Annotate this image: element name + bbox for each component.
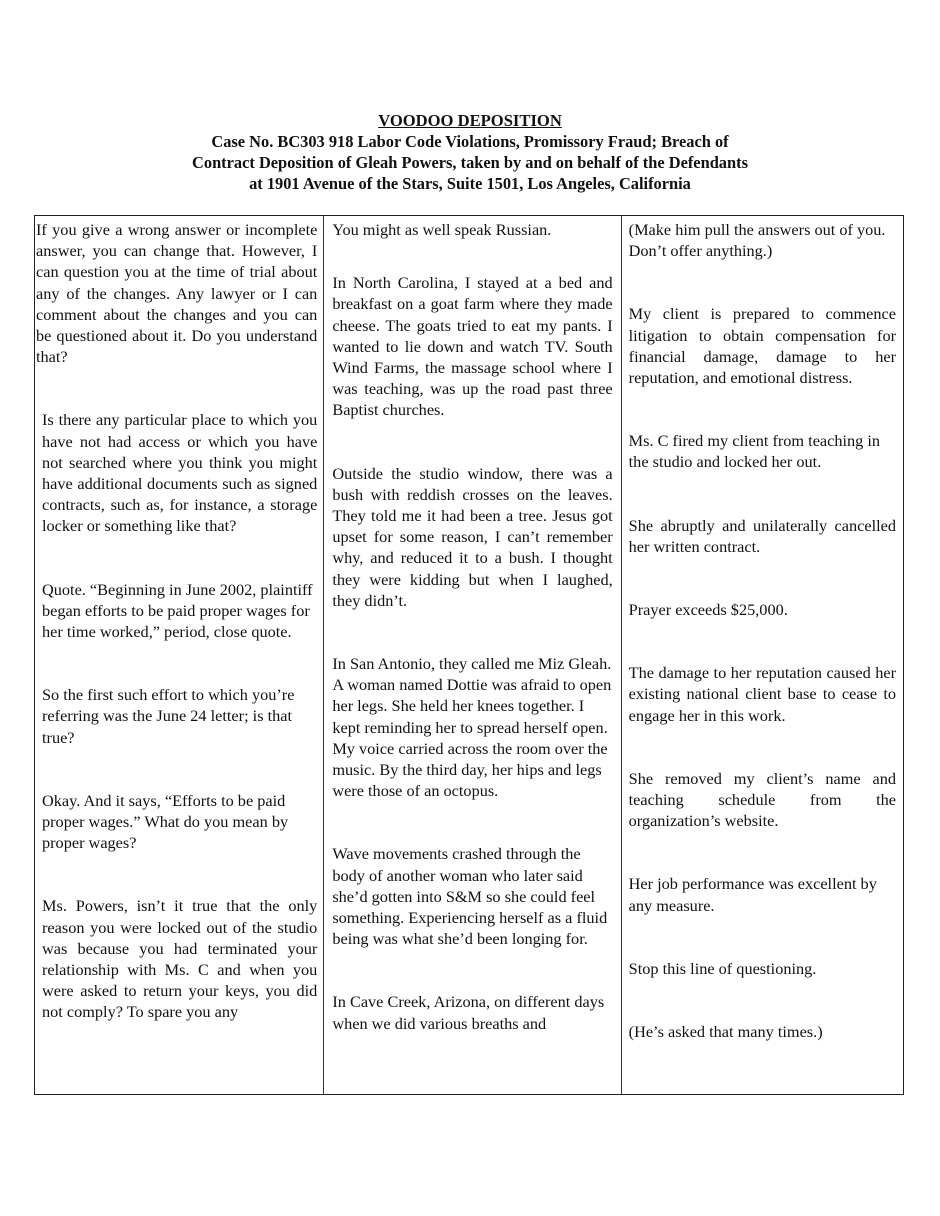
column-counsel <box>622 216 903 1094</box>
question-paragraph: Is there any particular place to which you have not had access or which you have not searched where you think you might have additional documents such as signed contracts, such as, for instance, a storage locker or something like that? <box>42 410 318 536</box>
narrative-paragraph: In North Carolina, I stayed at a bed and breakfast on a goat farm where they made cheese. The goats tried to eat my pants. I wanted to lie down and watch TV. South Wind Farms, the massage school where I was teaching, was up the road past three Baptist churches. <box>332 273 613 420</box>
case-line-1: Case No. BC303 918 Labor Code Violations, Promissory Fraud; Breach of <box>211 132 729 151</box>
question-paragraph: Quote. “Beginning in June 2002, plaintiff began efforts to be paid proper wages for her time worked,” period, close quote. <box>42 579 313 642</box>
counsel-paragraph: She abruptly and unilaterally cancelled her written contract. <box>628 515 897 556</box>
narrative-paragraph: Outside the studio window, there was a bush with reddish crosses on the leaves. They told me it had been a tree. Jesus got upset for some reason, I can’t remember why, and reduced it to a bush. I thought they were kidding but when I laughed, they didn’t. <box>332 463 613 610</box>
counsel-paragraph: The damage to her reputation caused her existing national client base to cease to engage her in this work. <box>628 663 897 725</box>
document-title: VOODOO DEPOSITION <box>378 111 562 130</box>
counsel-paragraph: She removed my client’s name and teaching schedule from the organization’s website. <box>628 768 897 831</box>
counsel-paragraph: Stop this line of questioning. <box>628 958 817 978</box>
question-paragraph: So the first such effort to which you’re referring was the June 24 letter; is that true? <box>42 685 295 747</box>
case-line-3: at 1901 Avenue of the Stars, Suite 1501, Los Angeles, California <box>249 174 691 193</box>
counsel-paragraph: (Make him pull the answers out of you. Don’t offer anything.) <box>628 220 886 261</box>
question-paragraph: Okay. And it says, “Efforts to be paid proper wages.” What do you mean by proper wages? <box>42 790 289 853</box>
narrative-paragraph: Wave movements crashed through the body of another woman who later said she’d gotten into S&M so she could feel something. Experiencing herself as a fluid being was what she’d been longing for. <box>332 844 608 949</box>
counsel-paragraph: Her job performance was excellent by any measure. <box>628 874 877 915</box>
deposition-table <box>34 215 904 1095</box>
narrative-paragraph: In San Antonio, they called me Miz Gleah. A woman named Dottie was afraid to open her legs. She held her knees together. I kept reminding her to spread herself open. My voice carried across the room over the music. By the third day, her hips and legs were those of an octopus. <box>332 654 612 801</box>
counsel-paragraph: Ms. C fired my client from teaching in the studio and locked her out. <box>628 431 881 472</box>
question-paragraph: Ms. Powers, isn’t it true that the only reason you were locked out of the studio was because you had terminated your relationship with Ms. C and when you were asked to return your keys, you did not comply? To spare you any <box>42 896 318 1022</box>
counsel-paragraph: (He’s asked that many times.) <box>628 1022 823 1042</box>
narrative-paragraph: In Cave Creek, Arizona, on different days when we did various breaths and <box>332 992 605 1033</box>
case-line-2: Contract Deposition of Gleah Powers, taken by and on behalf of the Defendants <box>192 153 748 172</box>
column-questions <box>35 216 324 1094</box>
counsel-paragraph: Prayer exceeds $25,000. <box>628 600 788 620</box>
document-header <box>0 110 940 194</box>
question-paragraph: If you give a wrong answer or incomplete answer, you can change that. However, I can question you at the time of trial about any of the changes. Any lawyer or I can comment about the changes and you can be questioned about it. Do you understand that? <box>36 220 318 367</box>
narrative-paragraph: You might as well speak Russian. <box>332 220 552 239</box>
counsel-paragraph: My client is prepared to commence litigation to obtain compensation for financial damage, damage to her reputation, and emotional distress. <box>628 304 897 388</box>
column-narrative <box>324 216 621 1094</box>
